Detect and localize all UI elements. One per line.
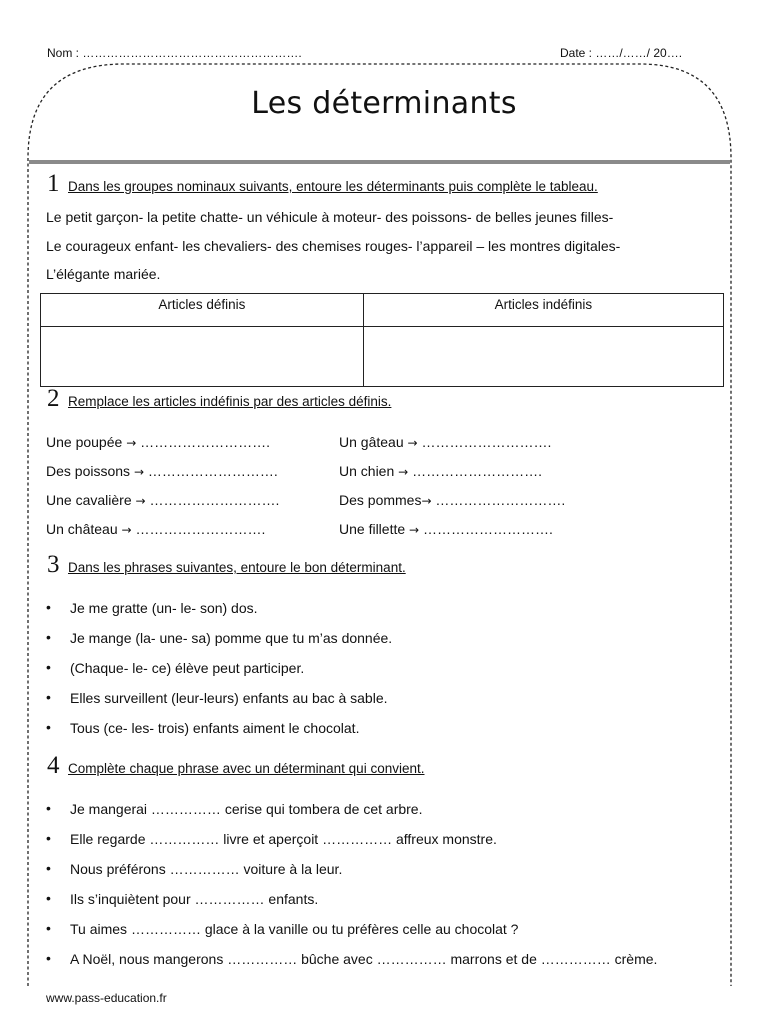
cell-indefinis-answer[interactable] xyxy=(363,327,723,387)
exercise-2-right-item: Une fillette → ………………………. xyxy=(339,521,553,537)
exercise-4-list xyxy=(46,801,657,981)
exercise-1-line-1: Le petit garçon- la petite chatte- un véhicule à moteur- des poissons- de belles jeunes filles- xyxy=(46,209,614,225)
arrow-icon: → xyxy=(121,523,132,537)
exercise-1-line-3: L’élégante mariée. xyxy=(46,266,161,282)
exercise-1-number: 1 xyxy=(47,170,60,197)
arrow-icon: → xyxy=(133,465,144,479)
list-item: • Je mangerai …………… cerise qui tombera de cet arbre. xyxy=(46,801,657,831)
list-item: • (Chaque- le- ce) élève peut participer. xyxy=(46,660,392,690)
list-item: • Tous (ce- les- trois) enfants aiment le chocolat. xyxy=(46,720,392,750)
exercise-1-line-2: Le courageux enfant- les chevaliers- des chemises rouges- l’appareil – les montres digitales- xyxy=(46,238,621,254)
exercise-3-number: 3 xyxy=(47,551,60,578)
answer-blank[interactable]: ………………………. xyxy=(135,521,266,537)
arrow-icon: → xyxy=(135,494,146,508)
answer-blank[interactable]: ………………………. xyxy=(149,492,280,508)
date-field-label: Date : ……/……/ 20…. xyxy=(560,46,683,60)
exercise-4-number: 4 xyxy=(47,752,60,779)
list-item: • Je me gratte (un- le- son) dos. xyxy=(46,600,392,630)
exercise-2-right-item: Un gâteau → ………………………. xyxy=(339,434,552,450)
answer-blank[interactable]: ………………………. xyxy=(140,434,271,450)
exercise-1-instruction: Dans les groupes nominaux suivants, entoure les déterminants puis complète le tableau. xyxy=(68,179,598,194)
exercise-2-right-item: Des pommes→ ………………………. xyxy=(339,492,566,508)
articles-table xyxy=(40,293,724,387)
exercise-4-instruction: Complète chaque phrase avec un déterminant qui convient. xyxy=(68,761,425,776)
exercise-2-right-item: Un chien → ………………………. xyxy=(339,463,542,479)
arrow-icon: → xyxy=(409,523,420,537)
col-articles-indefinis: Articles indéfinis xyxy=(363,294,723,327)
arrow-icon: → xyxy=(421,494,432,508)
footer-url: www.pass-education.fr xyxy=(46,991,167,1005)
exercise-3-instruction: Dans les phrases suivantes, entoure le bon déterminant. xyxy=(68,560,406,575)
arrow-icon: → xyxy=(126,436,137,450)
arrow-icon: → xyxy=(398,465,409,479)
name-field-label: Nom : ………………………………………………. xyxy=(47,46,302,60)
exercise-2-left-item: Une poupée → ………………………. xyxy=(46,434,271,450)
exercise-2-left-item: Des poissons → ………………………. xyxy=(46,463,278,479)
page-title: Les déterminants xyxy=(251,86,517,121)
answer-blank[interactable]: ………………………. xyxy=(435,492,566,508)
exercise-3-list xyxy=(46,600,392,750)
exercise-2-instruction: Remplace les articles indéfinis par des articles définis. xyxy=(68,394,392,409)
exercise-2-left-item: Une cavalière → ………………………. xyxy=(46,492,280,508)
answer-blank[interactable]: ………………………. xyxy=(412,463,542,479)
exercise-2-left-item: Un château → ………………………. xyxy=(46,521,266,537)
list-item: • Elles surveillent (leur-leurs) enfants au bac à sable. xyxy=(46,690,392,720)
list-item: • Je mange (la- une- sa) pomme que tu m’as donnée. xyxy=(46,630,392,660)
answer-blank[interactable]: ………………………. xyxy=(421,434,552,450)
answer-blank[interactable]: ………………………. xyxy=(423,521,553,537)
answer-blank[interactable]: ………………………. xyxy=(147,463,278,479)
exercise-2-number: 2 xyxy=(47,385,60,412)
list-item: • Elle regarde …………… livre et aperçoit …………… affreux monstre. xyxy=(46,831,657,861)
list-item: • A Noël, nous mangerons …………… bûche avec …………… marrons et de …………… crème. xyxy=(46,951,657,981)
col-articles-definis: Articles définis xyxy=(41,294,364,327)
title-separator xyxy=(29,160,730,164)
list-item: • Nous préférons …………… voiture à la leur. xyxy=(46,861,657,891)
arrow-icon: → xyxy=(407,436,418,450)
list-item: • Tu aimes …………… glace à la vanille ou tu préfères celle au chocolat ? xyxy=(46,921,657,951)
list-item: • Ils s’inquiètent pour …………… enfants. xyxy=(46,891,657,921)
cell-definis-answer[interactable] xyxy=(41,327,364,387)
